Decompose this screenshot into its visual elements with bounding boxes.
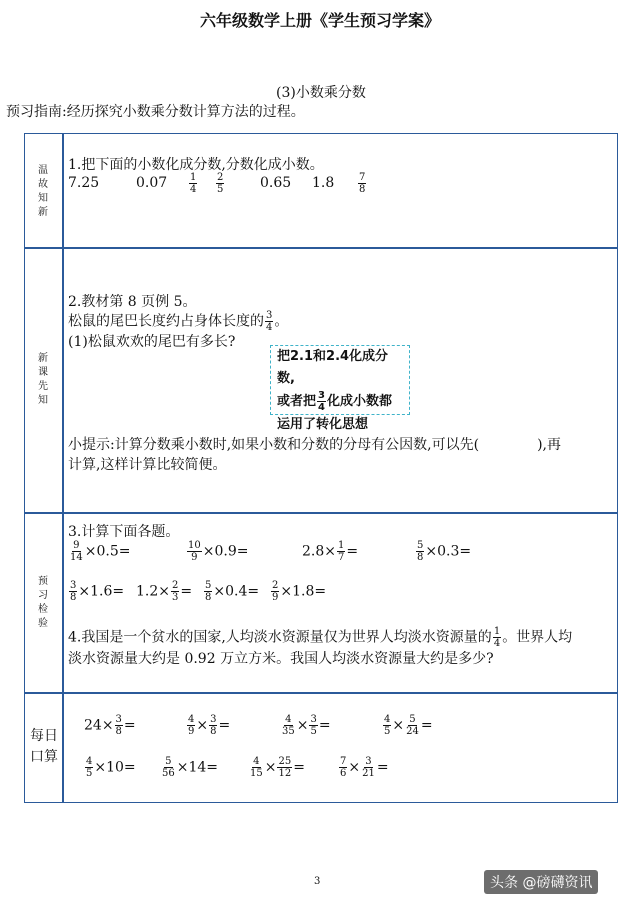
review-question: 1.把下面的小数化成分数,分数化成小数。 <box>68 157 324 173</box>
hint-box <box>270 345 410 432</box>
watermark <box>484 870 598 894</box>
section-label-new: 新课先知 <box>38 353 48 406</box>
review-item-0: 7.25 <box>68 175 100 191</box>
review-item-6: $\frac{7}{8}$ <box>359 172 366 195</box>
new-question-line <box>68 310 288 333</box>
section-label-check: 预习检验 <box>38 576 48 629</box>
row-divider <box>24 512 618 514</box>
new-sub-question: (1)松鼠欢欢的尾巴有多长? <box>68 334 236 350</box>
check-row1-item: $\frac{10}{9}$ ×0.9= <box>188 540 249 563</box>
daily-row2-item: $\frac{7}{6}$ × $\frac{3}{21}$ = <box>340 756 389 779</box>
check-row1-item: $\frac{9}{14}$ ×0.5= <box>70 540 131 563</box>
new-question: 2.教材第 8 页例 5。 <box>68 294 197 310</box>
daily-row1-item: $\frac{4}{35}$ × $\frac{3}{5}$ = <box>282 714 331 737</box>
tip-text-b: ),再 <box>537 437 561 453</box>
page-title: 六年级数学上册《学生预习学案》 <box>199 11 440 30</box>
hint-line-2b: 化成小数都 <box>326 394 392 409</box>
page-number: 3 <box>314 876 321 887</box>
daily-row1-item: $\frac{4}{9}$ × $\frac{3}{8}$ = <box>188 714 231 737</box>
daily-row1-item: $\frac{4}{5}$ × $\frac{5}{24}$ = <box>384 714 433 737</box>
daily-row2-item: $\frac{5}{56}$ ×14= <box>162 756 219 779</box>
section-label-daily-bottom: 口算 <box>30 749 58 765</box>
new-question-fraction: $\frac{3}{4}$ <box>266 310 273 333</box>
hint-fraction: $\frac{3}{4}$ <box>318 390 325 413</box>
check-row2-item: $\frac{5}{8}$ ×0.4= <box>205 580 260 603</box>
hint-line-1: 把2.1和2.4化成分数, <box>277 349 389 386</box>
review-item-5: 1.8 <box>312 175 335 191</box>
check-row1-item: $\frac{5}{8}$ ×0.3= <box>417 540 472 563</box>
watermark-text: 头条 @磅礴资讯 <box>490 875 593 891</box>
review-item-4: 0.65 <box>260 175 292 191</box>
lesson-title: (3)小数乘分数 <box>276 85 366 101</box>
tip-text-a: 小提示:计算分数乘小数时,如果小数和分数的分母有公因数,可以先( <box>68 437 480 453</box>
tip-line-2: 计算,这样计算比较简便。 <box>68 457 227 473</box>
check-question-4 <box>68 626 572 649</box>
review-item-3: $\frac{2}{5}$ <box>217 172 224 195</box>
check-row2-item: 1.2× $\frac{2}{3}$ = <box>136 580 193 603</box>
review-item-1: 0.07 <box>136 175 168 191</box>
hint-line-2a: 或者把 <box>277 394 317 409</box>
daily-row2-item: $\frac{4}{5}$ ×10= <box>86 756 136 779</box>
check-row1-item: 2.8× $\frac{1}{7}$ = <box>302 540 359 563</box>
check-row2-item: $\frac{3}{8}$ ×1.6= <box>70 580 125 603</box>
section-label-review: 温故知新 <box>38 165 48 218</box>
preview-guide: 预习指南:经历探究小数乘分数计算方法的过程。 <box>6 104 305 120</box>
check-question-3: 3.计算下面各题。 <box>68 524 180 540</box>
hint-line-2 <box>277 390 403 414</box>
check-row2-item: $\frac{2}{9}$ ×1.8= <box>272 580 327 603</box>
section-label-daily-top: 每日 <box>30 728 58 744</box>
tip-line-1 <box>68 434 561 454</box>
row-divider <box>24 692 618 694</box>
hint-line-3: 运用了转化思想 <box>277 417 369 432</box>
new-question-end: 。 <box>274 313 289 330</box>
row-divider <box>24 247 618 249</box>
review-item-2: $\frac{1}{4}$ <box>190 172 197 195</box>
check-question-4-line2: 淡水资源量大约是 0.92 万立方米。我国人均淡水资源量大约是多少? <box>68 651 494 667</box>
column-divider <box>62 133 64 803</box>
q4-text-b: 。世界人均 <box>502 629 573 646</box>
q4-fraction: $\frac{1}{4}$ <box>493 626 501 649</box>
daily-row2-item: $\frac{4}{15}$ × $\frac{25}{12}$ = <box>250 756 305 779</box>
new-question-text: 松鼠的尾巴长度约占身体长度的 <box>68 313 264 330</box>
q4-text-a: 4.我国是一个贫水的国家,人均淡水资源量仅为世界人均淡水资源量的 <box>68 629 492 646</box>
daily-row1-item: 24× $\frac{3}{8}$ = <box>84 714 136 737</box>
